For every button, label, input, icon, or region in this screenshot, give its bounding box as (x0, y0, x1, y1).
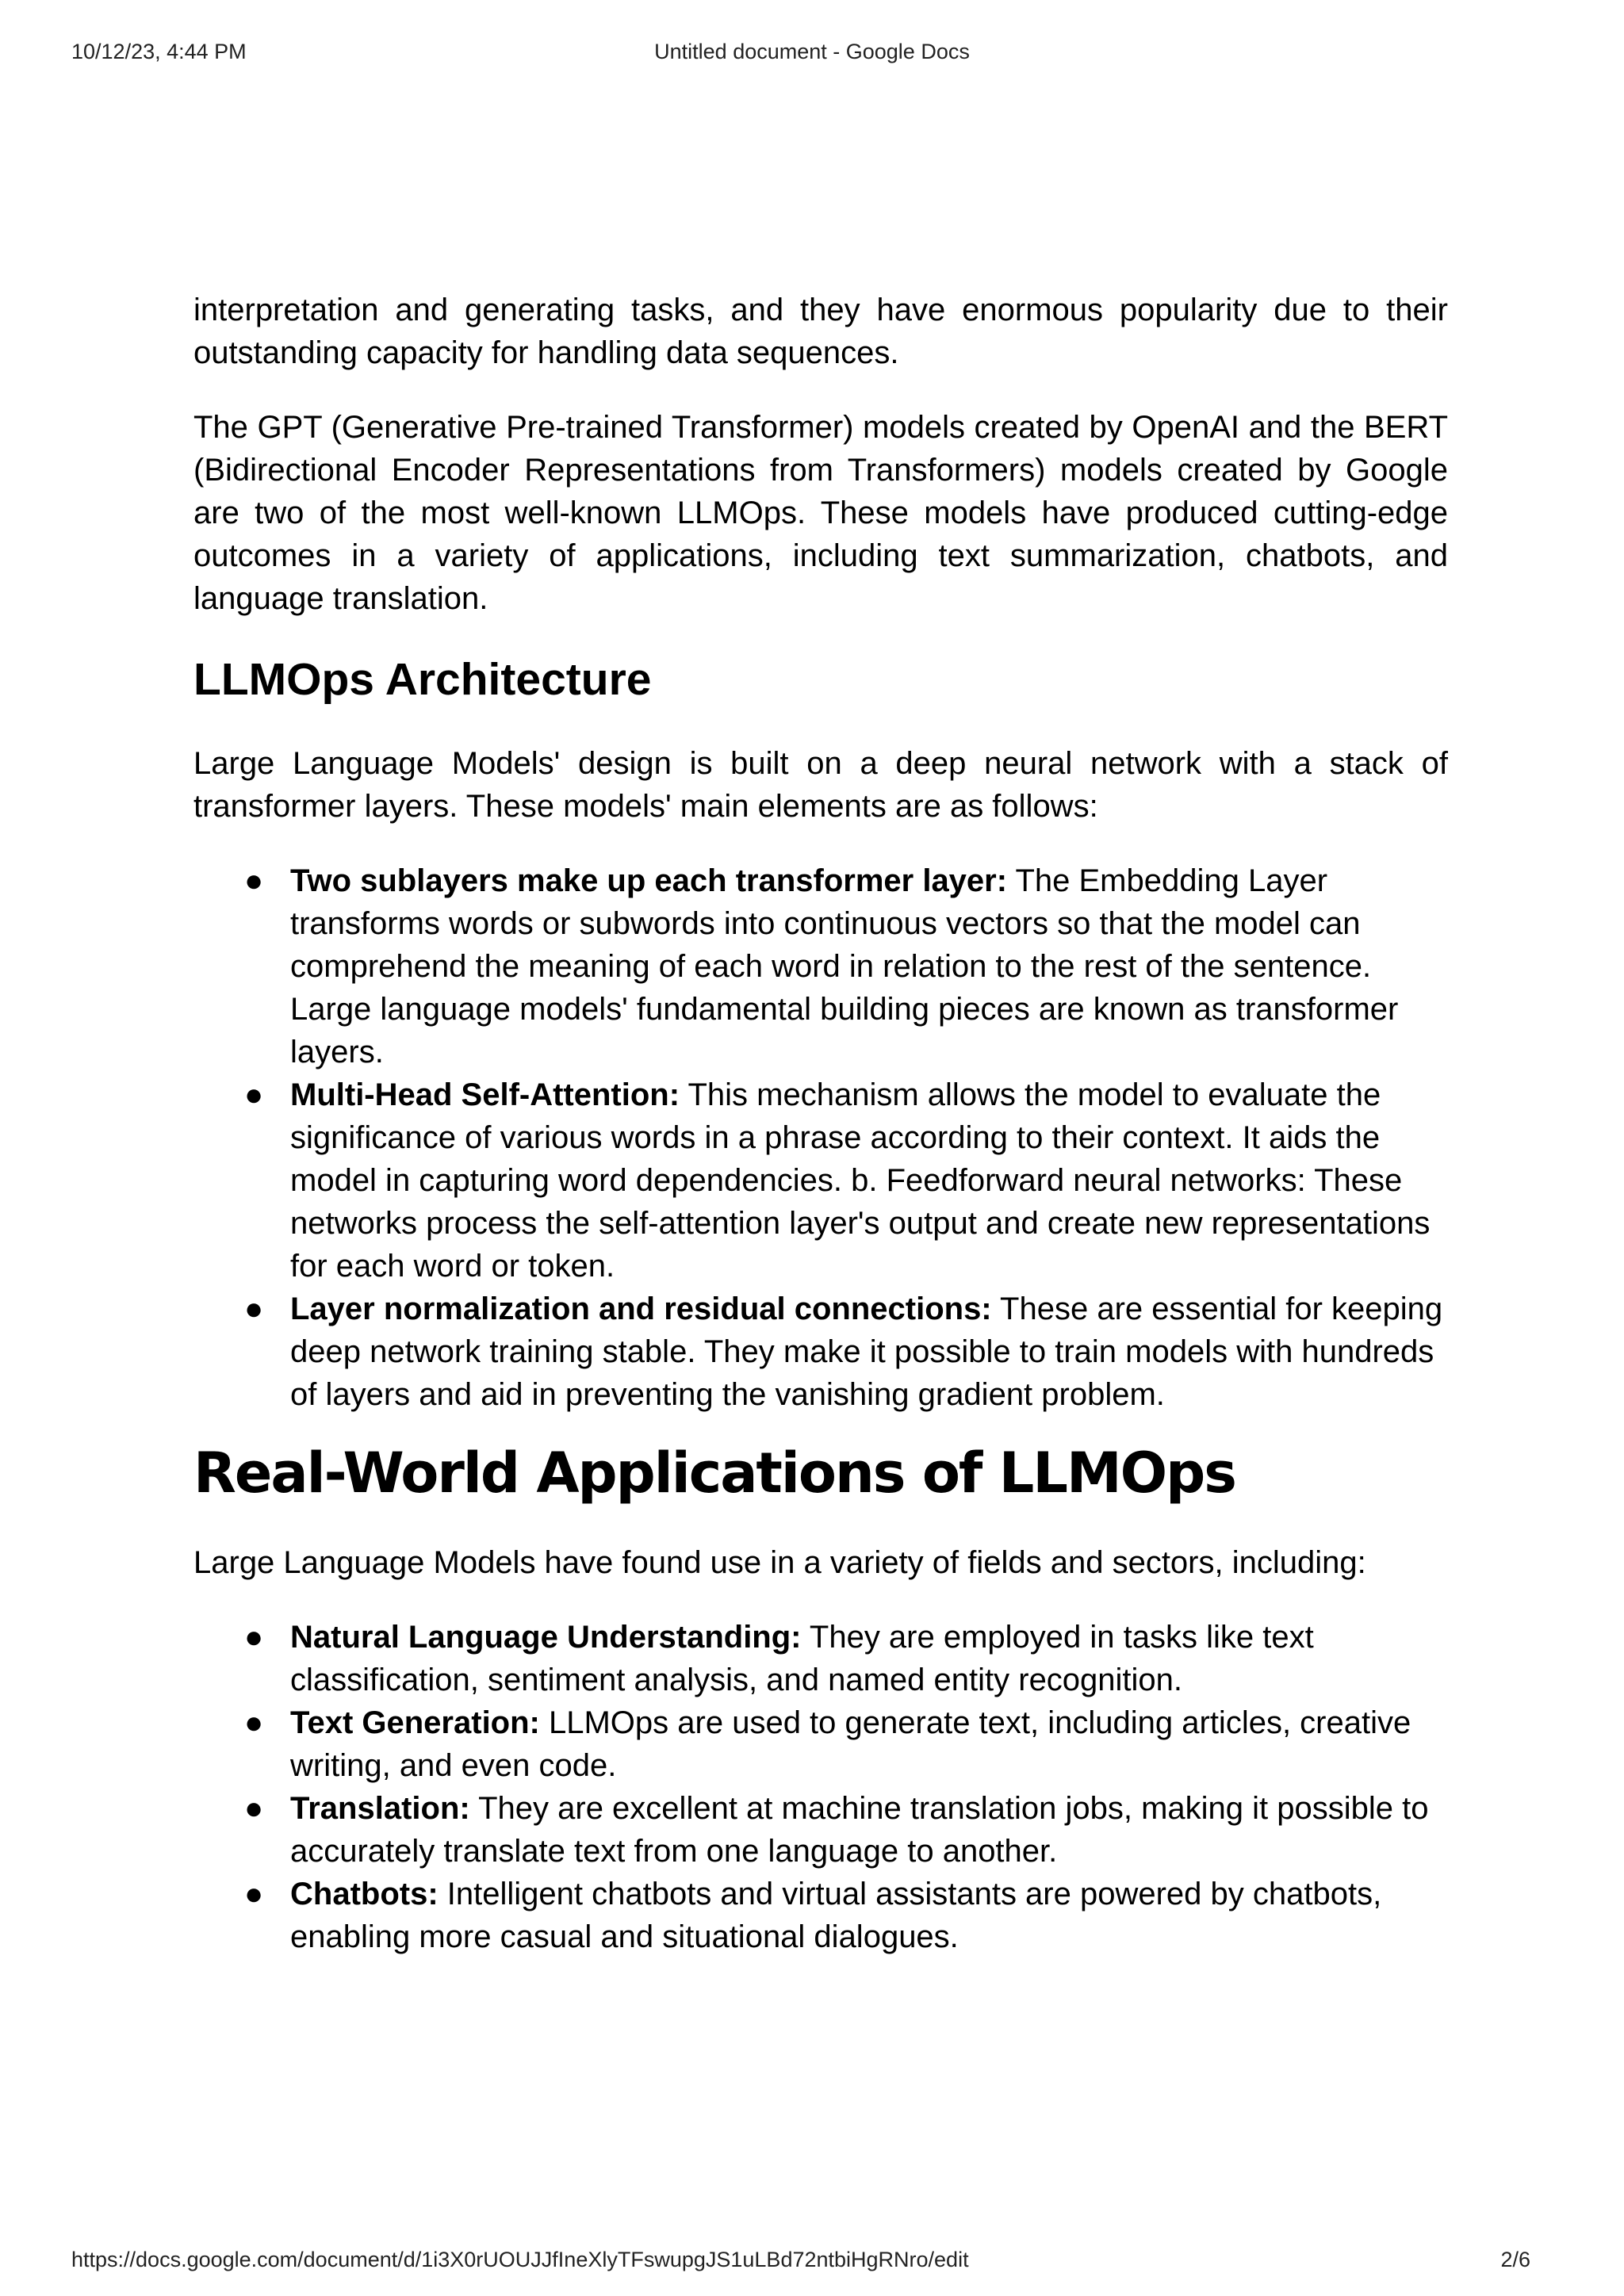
bullet-icon: ● (244, 1077, 264, 1112)
bullet-icon: ● (244, 863, 264, 898)
bullet-term: Layer normalization and residual connections: (290, 1292, 992, 1326)
bullet-term: Text Generation: (290, 1705, 540, 1740)
list-item (193, 859, 1448, 1073)
print-datetime: 10/12/23, 4:44 PM (71, 40, 247, 63)
bullet-term: Multi-Head Self-Attention: (290, 1077, 680, 1112)
bullet-text: They are excellent at machine translation jobs, making it possible to accurately translate text from one language to another. (290, 1791, 1429, 1869)
bullet-term: Translation: (290, 1791, 470, 1826)
paragraph-applications-intro: Large Language Models have found use in a variety of fields and sectors, including: (193, 1545, 1366, 1580)
print-page-number: 2/6 (1500, 2248, 1530, 2271)
list-item (193, 1873, 1448, 1958)
bullet-icon: ● (244, 1292, 264, 1326)
bullet-text: They are employed in tasks like text classification, sentiment analysis, and named entity recognition. (290, 1620, 1314, 1697)
document-body (193, 289, 1448, 1982)
applications-bullet-list (193, 1616, 1448, 1958)
bullet-term: Two sublayers make up each transformer layer: (290, 863, 1008, 898)
paragraph-intro-continued: interpretation and generating tasks, and they have enormous popularity due to their outstanding capacity for handling data sequences. (193, 293, 1448, 370)
list-item (193, 1701, 1448, 1787)
print-url: https://docs.google.com/document/d/1i3X0rUOUJJfIneXlyTFswupgJS1uLBd72ntbiHgRNro/edit (71, 2248, 969, 2271)
bullet-text: These are essential for keeping deep network training stable. They make it possible to train models with hundreds of layers and aid in preventing the vanishing gradient problem. (290, 1292, 1443, 1412)
list-item (193, 1787, 1448, 1873)
print-document-title: Untitled document - Google Docs (654, 40, 970, 63)
bullet-icon: ● (244, 1620, 264, 1655)
bullet-icon: ● (244, 1791, 264, 1826)
list-item (193, 1288, 1448, 1416)
paragraph-architecture-intro: Large Language Models' design is built on a deep neural network with a stack of transformer layers. These models' main elements are as follows: (193, 746, 1448, 824)
architecture-bullet-list (193, 859, 1448, 1416)
bullet-term: Natural Language Understanding: (290, 1620, 802, 1655)
bullet-icon: ● (244, 1705, 264, 1740)
heading-real-world-applications: Real-World Applications of LLMOps (193, 1441, 1235, 1506)
bullet-term: Chatbots: (290, 1877, 439, 1911)
bullet-icon: ● (244, 1877, 264, 1911)
bullet-text: Intelligent chatbots and virtual assistants are powered by chatbots, enabling more casual and situational dialogues. (290, 1877, 1382, 1954)
bullet-text: This mechanism allows the model to evaluate the significance of various words in a phrase according to their context. It aids the model in capturing word dependencies. b. Feedforward neural networks: These networks process the self-attention layer's output and create new representations for each word or token. (290, 1077, 1431, 1284)
bullet-text: The Embedding Layer transforms words or subwords into continuous vectors so that the model can comprehend the meaning of each word in relation to the rest of the sentence. Large language models' fundamental building pieces are known as transformer layers. (290, 863, 1399, 1070)
heading-llmops-architecture: LLMOps Architecture (193, 654, 652, 705)
bullet-text: LLMOps are used to generate text, including articles, creative writing, and even code. (290, 1705, 1411, 1783)
list-item (193, 1616, 1448, 1701)
paragraph-gpt-bert: The GPT (Generative Pre-trained Transformer) models created by OpenAI and the BERT (Bidirectional Encoder Representations from Transformers) models created by Google are two of the most well-known LLMOps. These models have produced cutting-edge outcomes in a variety of applications, including text summarization, chatbots, and language translation. (193, 410, 1448, 616)
list-item (193, 1073, 1448, 1288)
